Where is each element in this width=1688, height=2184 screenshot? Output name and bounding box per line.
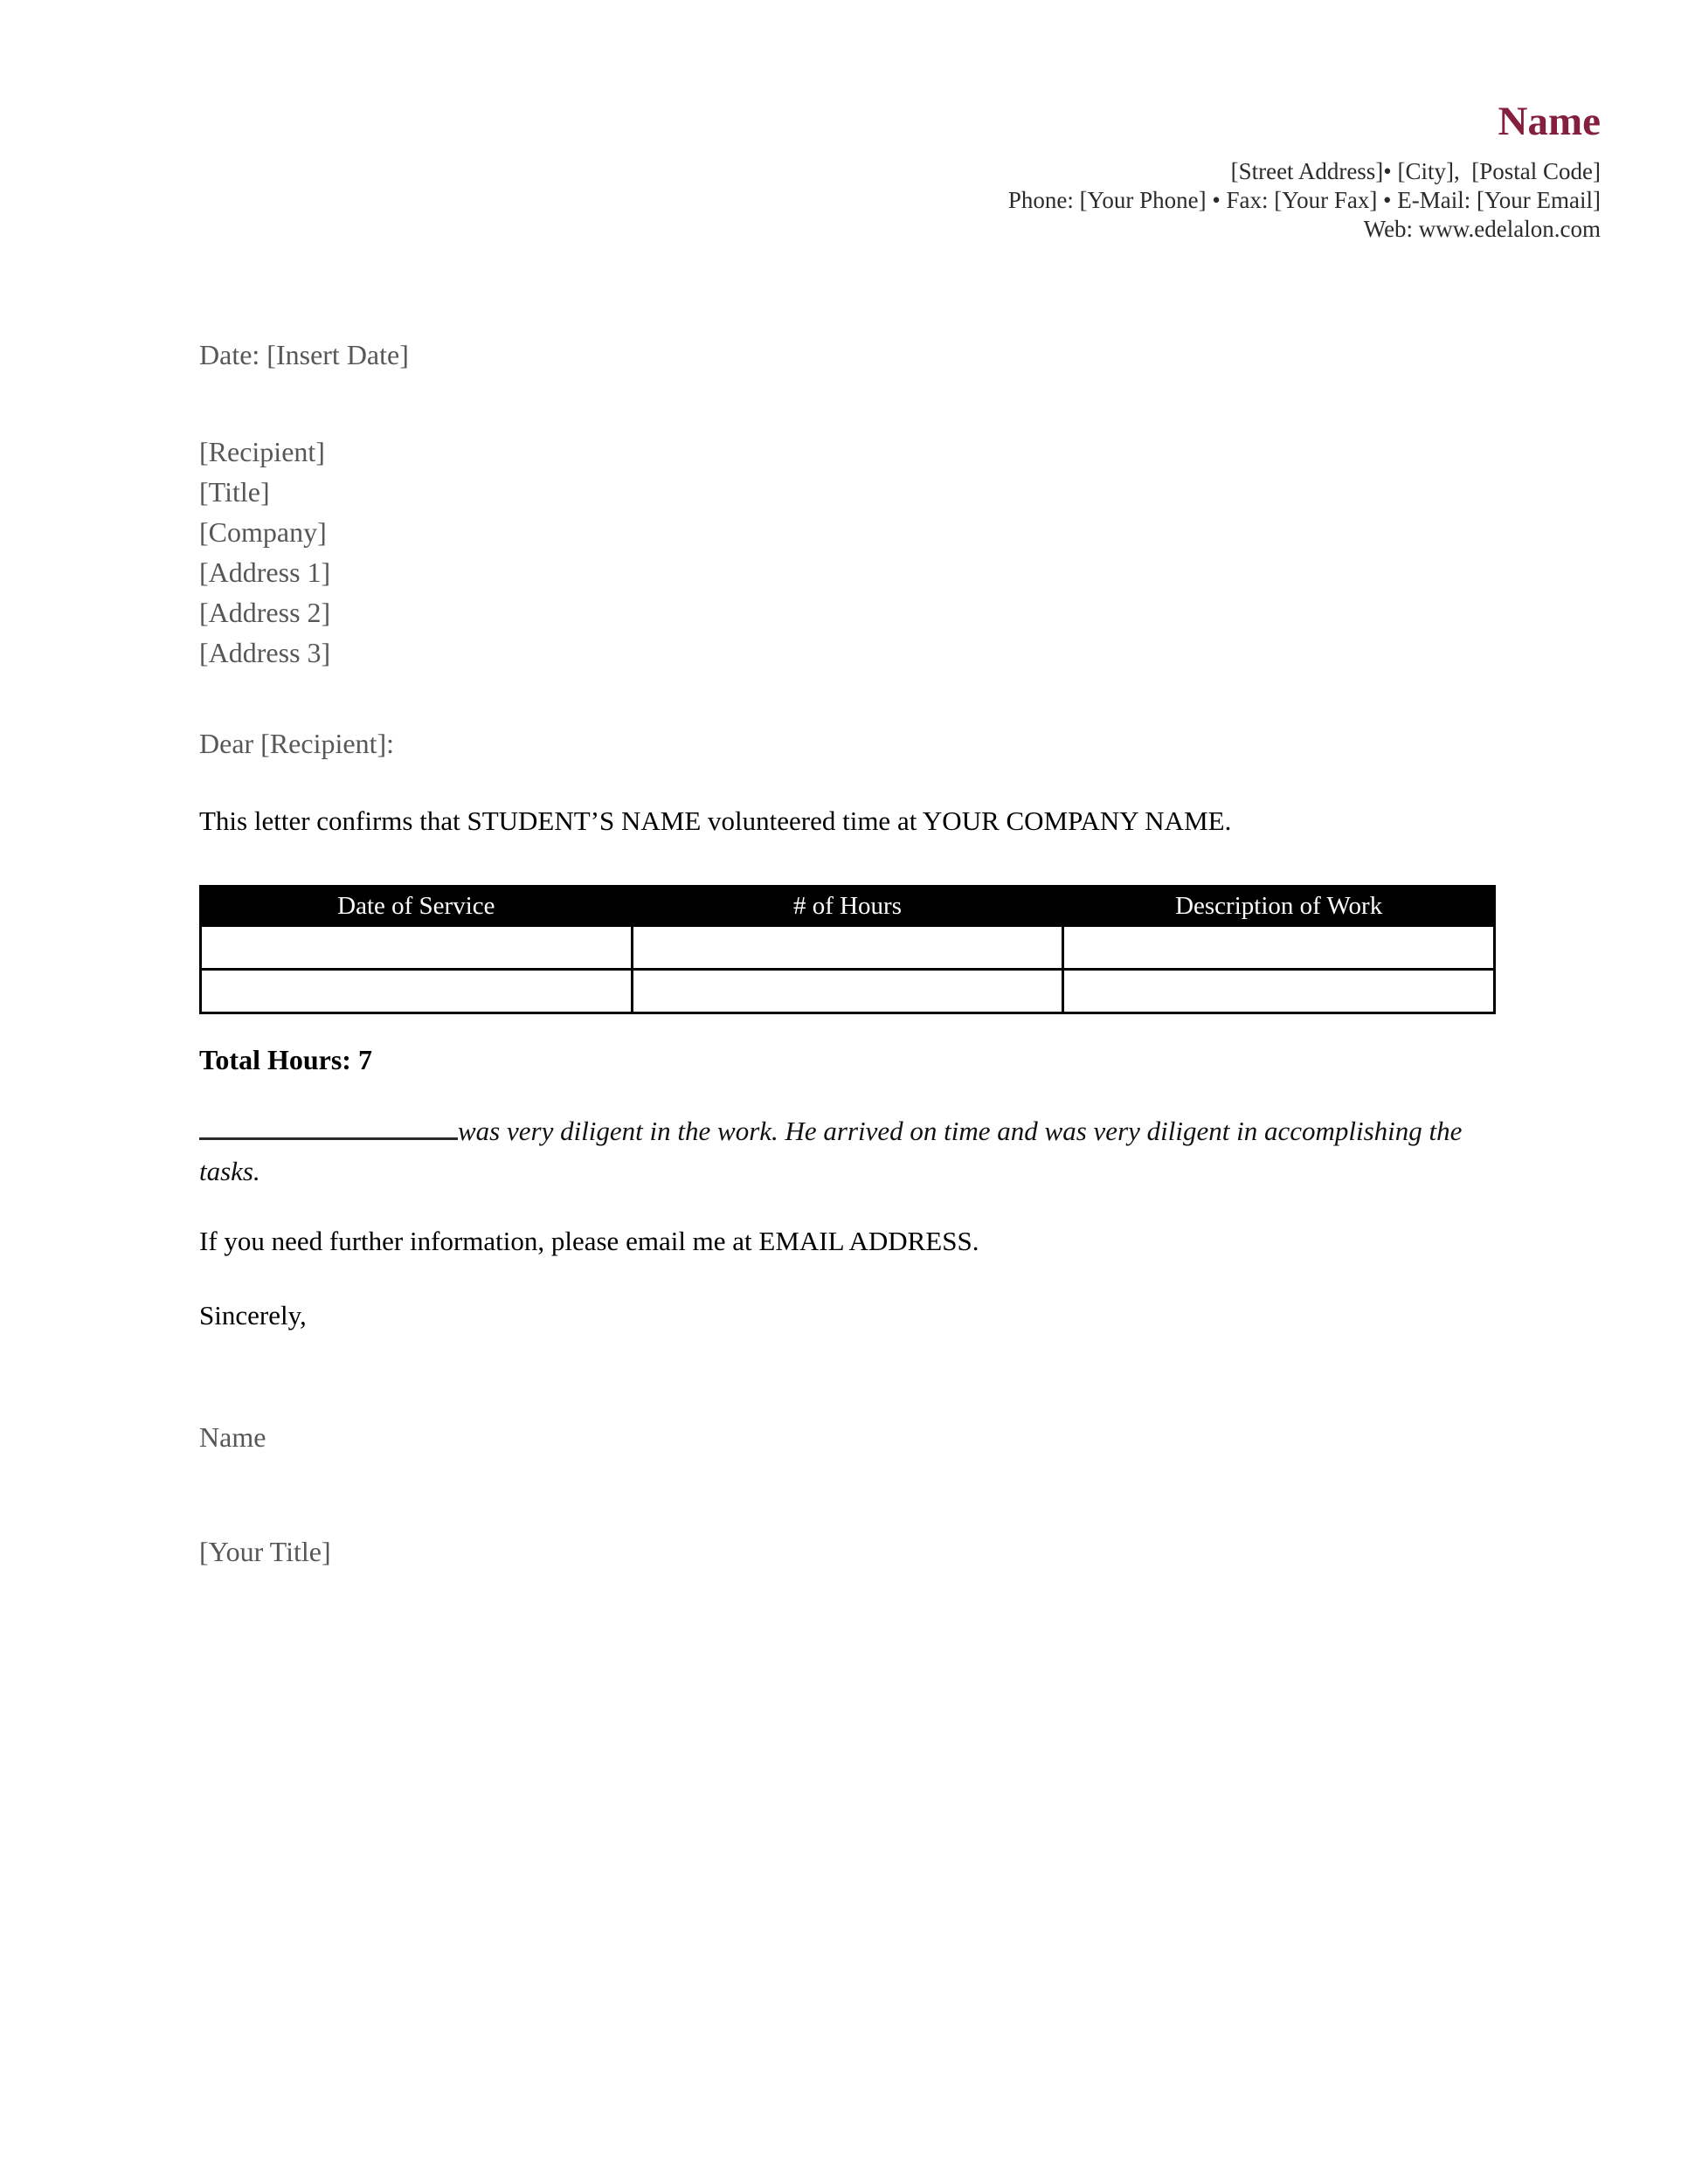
evaluation-paragraph — [199, 1111, 1491, 1192]
table-row — [201, 926, 1495, 970]
recipient-address2-placeholder: [Address 2] — [199, 597, 331, 628]
followup-paragraph: If you need further information, please email me at EMAIL ADDRESS. — [199, 1226, 979, 1256]
table-cell — [632, 970, 1063, 1013]
total-hours-line — [199, 1044, 372, 1076]
recipient-block — [199, 432, 330, 673]
recipient-name-placeholder: [Recipient] — [199, 436, 325, 467]
table-cell — [201, 926, 633, 970]
table-cell — [201, 970, 633, 1013]
salutation: Dear [Recipient]: — [199, 728, 394, 759]
recipient-company-placeholder: [Company] — [199, 516, 327, 548]
recipient-title-placeholder: [Title] — [199, 476, 270, 508]
service-table-wrap — [199, 885, 1496, 1014]
service-table — [199, 885, 1496, 1014]
table-row — [201, 970, 1495, 1013]
table-cell — [1063, 926, 1495, 970]
recipient-address1-placeholder: [Address 1] — [199, 556, 331, 588]
table-cell — [632, 926, 1063, 970]
letterhead-title: Name — [1498, 99, 1601, 144]
table-header-num-hours: # of Hours — [632, 887, 1063, 926]
intro-paragraph: This letter confirms that STUDENT’S NAME volunteered time at YOUR COMPANY NAME. — [199, 805, 1232, 836]
total-hours-label: Total Hours: — [199, 1044, 351, 1075]
letterhead-web-line: Web: www.edelalon.com — [1363, 216, 1601, 242]
date-line: Date: [Insert Date] — [199, 339, 409, 370]
table-header-date-of-service: Date of Service — [201, 887, 633, 926]
letterhead-address-line: [Street Address]• [City], [Postal Code] — [1230, 158, 1601, 184]
blank-underline — [199, 1137, 458, 1140]
table-header-description: Description of Work — [1063, 887, 1495, 926]
letterhead-phone-line: Phone: [Your Phone] • Fax: [Your Fax] • E-Mail: [Your Email] — [1007, 187, 1601, 213]
signature-title: [Your Title] — [199, 1536, 331, 1567]
table-cell — [1063, 970, 1495, 1013]
total-hours-value: 7 — [357, 1044, 372, 1075]
evaluation-text: was very diligent in the work. He arrived on time and was very diligent in accomplishing the tasks. — [199, 1116, 1463, 1186]
recipient-address3-placeholder: [Address 3] — [199, 637, 331, 668]
signature-name: Name — [199, 1421, 266, 1453]
letterhead — [1008, 98, 1601, 244]
table-header-row — [201, 887, 1495, 926]
closing-line: Sincerely, — [199, 1300, 307, 1330]
